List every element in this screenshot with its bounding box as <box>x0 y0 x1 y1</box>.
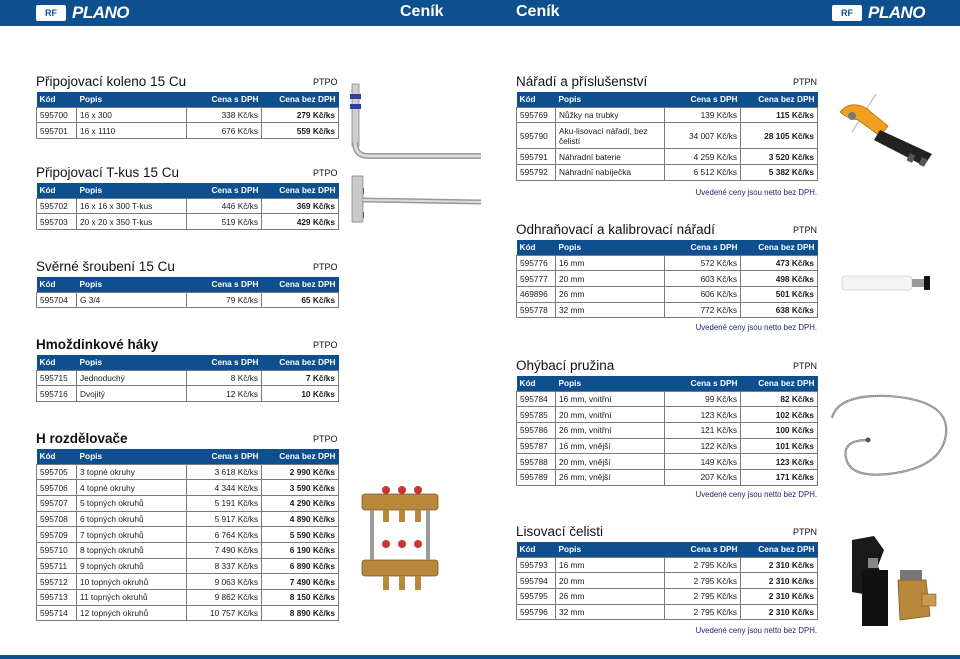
section-title: Nářadí a příslušenství <box>516 74 648 89</box>
section-pripojovaci-koleno <box>36 74 338 139</box>
section-code: PTPO <box>313 262 338 272</box>
cell-code: 595700 <box>37 107 77 123</box>
section-h-rozdelovace <box>36 431 338 621</box>
section-ohybaci-pruzina <box>516 358 817 486</box>
cell-code: 595702 <box>37 198 77 214</box>
cell-price-vat: 5 191 Kč/ks <box>187 495 262 511</box>
section-title: Svěrné šroubení 15 Cu <box>36 259 175 274</box>
section-code: PTPO <box>313 168 338 178</box>
cell-price-novat: 10 Kč/ks <box>262 386 339 402</box>
section-lisovaci-celisti <box>516 524 817 620</box>
table-row <box>517 255 818 271</box>
cell-code: 595784 <box>517 391 556 407</box>
cell-code: 595703 <box>37 214 77 230</box>
price-note: Uvedené ceny jsou netto bez DPH. <box>695 323 817 332</box>
cell-price-vat: 6 512 Kč/ks <box>665 164 741 180</box>
cell-price-vat: 519 Kč/ks <box>187 214 262 230</box>
table-row <box>517 454 818 470</box>
section-code: PTPO <box>313 434 338 444</box>
cell-price-novat: 101 Kč/ks <box>741 438 818 454</box>
table-row <box>37 464 339 480</box>
table-row <box>37 511 339 527</box>
price-table <box>36 92 339 139</box>
cell-price-vat: 338 Kč/ks <box>187 107 262 123</box>
cell-desc: Aku-lisovací nářadí, bez čelistí <box>556 123 665 149</box>
cell-price-vat: 603 Kč/ks <box>665 271 741 287</box>
cell-price-vat: 5 917 Kč/ks <box>187 511 262 527</box>
press-jaw-image <box>844 530 944 635</box>
col-code: Kód <box>37 183 77 198</box>
cell-price-vat: 9 862 Kč/ks <box>187 590 262 606</box>
col-price-novat: Cena bez DPH <box>741 92 818 107</box>
col-price-novat: Cena bez DPH <box>741 240 818 255</box>
cell-price-vat: 572 Kč/ks <box>665 255 741 271</box>
cell-price-novat: 28 105 Kč/ks <box>741 123 818 149</box>
cell-price-novat: 115 Kč/ks <box>741 107 818 123</box>
cell-price-vat: 123 Kč/ks <box>665 407 741 423</box>
cell-desc: 16 mm <box>556 557 665 573</box>
col-price-novat: Cena bez DPH <box>262 92 339 107</box>
cell-price-vat: 34 007 Kč/ks <box>665 123 741 149</box>
cell-desc: 20 mm, vnější <box>556 454 665 470</box>
col-price-vat: Cena s DPH <box>187 92 262 107</box>
cell-desc: 7 topných okruhů <box>77 527 187 543</box>
section-title: Připojovací T-kus 15 Cu <box>36 165 180 180</box>
table-row <box>37 527 339 543</box>
cell-code: 595710 <box>37 542 77 558</box>
cell-code: 595711 <box>37 558 77 574</box>
table-row <box>37 590 339 606</box>
col-code: Kód <box>37 449 77 464</box>
cell-price-vat: 99 Kč/ks <box>665 391 741 407</box>
col-price-novat: Cena bez DPH <box>741 376 818 391</box>
table-row <box>517 271 818 287</box>
table-row <box>37 107 339 123</box>
col-desc: Popis <box>77 92 187 107</box>
brand-name: PLANO <box>868 2 925 22</box>
table-row <box>37 605 339 621</box>
col-desc: Popis <box>556 92 665 107</box>
cell-code: 595708 <box>37 511 77 527</box>
col-desc: Popis <box>77 183 187 198</box>
price-table <box>36 355 339 402</box>
col-price-vat: Cena s DPH <box>665 240 741 255</box>
cell-desc: 4 topné okruhy <box>77 480 187 496</box>
col-price-novat: Cena bez DPH <box>741 542 818 557</box>
cell-price-novat: 6 190 Kč/ks <box>262 542 339 558</box>
cell-price-vat: 7 490 Kč/ks <box>187 542 262 558</box>
cell-price-novat: 279 Kč/ks <box>262 107 339 123</box>
cell-price-vat: 12 Kč/ks <box>187 386 262 402</box>
col-price-novat: Cena bez DPH <box>262 277 339 292</box>
cell-code: 595790 <box>517 123 556 149</box>
table-row <box>37 214 339 230</box>
col-price-novat: Cena bez DPH <box>262 183 339 198</box>
section-naradi <box>516 74 817 181</box>
cell-code: 595715 <box>37 370 77 386</box>
col-price-vat: Cena s DPH <box>187 449 262 464</box>
price-table <box>516 240 818 318</box>
cell-price-vat: 10 757 Kč/ks <box>187 605 262 621</box>
section-title: Hmoždinkové háky <box>36 337 159 352</box>
table-row <box>37 574 339 590</box>
price-note: Uvedené ceny jsou netto bez DPH. <box>695 490 817 499</box>
cell-price-novat: 498 Kč/ks <box>741 271 818 287</box>
cell-price-vat: 772 Kč/ks <box>665 302 741 318</box>
cell-price-vat: 139 Kč/ks <box>665 107 741 123</box>
cell-price-vat: 9 063 Kč/ks <box>187 574 262 590</box>
table-row <box>517 107 818 123</box>
table-row <box>517 164 818 180</box>
section-code: PTPN <box>793 361 818 371</box>
table-row <box>517 407 818 423</box>
cell-price-novat: 5 382 Kč/ks <box>741 164 818 180</box>
price-table <box>36 449 339 621</box>
cell-desc: 20 mm <box>556 573 665 589</box>
table-row <box>37 542 339 558</box>
cell-price-novat: 8 890 Kč/ks <box>262 605 339 621</box>
cell-code: 595777 <box>517 271 556 287</box>
cell-code: 595785 <box>517 407 556 423</box>
cell-code: 595795 <box>517 588 556 604</box>
page-title-left: Ceník <box>400 3 444 20</box>
cell-desc: 16 x 16 x 300 T-kus <box>77 198 187 214</box>
cell-price-novat: 4 290 Kč/ks <box>262 495 339 511</box>
cell-price-novat: 100 Kč/ks <box>741 422 818 438</box>
cell-code: 595712 <box>37 574 77 590</box>
col-code: Kód <box>37 277 77 292</box>
section-title: Lisovací čelisti <box>516 524 604 539</box>
cell-code: 595705 <box>37 464 77 480</box>
cell-price-novat: 8 150 Kč/ks <box>262 590 339 606</box>
cell-desc: 16 mm, vnější <box>556 438 665 454</box>
cell-price-vat: 2 795 Kč/ks <box>665 604 741 620</box>
cell-price-vat: 606 Kč/ks <box>665 286 741 302</box>
brand-name: PLANO <box>72 2 129 22</box>
price-note: Uvedené ceny jsou netto bez DPH. <box>695 626 817 635</box>
price-table <box>516 376 818 486</box>
table-row <box>517 573 818 589</box>
cell-desc: Náhradní baterie <box>556 149 665 165</box>
cell-price-novat: 429 Kč/ks <box>262 214 339 230</box>
table-row <box>37 370 339 386</box>
brand-logo-left <box>36 3 129 22</box>
manifold-image <box>352 482 452 612</box>
cell-desc: 16 x 300 <box>77 107 187 123</box>
price-table <box>516 542 818 620</box>
cell-desc: Dvojitý <box>77 386 187 402</box>
brand-logo-right <box>832 3 925 22</box>
pipe-elbow-image <box>346 80 486 240</box>
table-row <box>517 286 818 302</box>
cell-price-novat: 638 Kč/ks <box>741 302 818 318</box>
section-code: PTPO <box>313 340 338 350</box>
cell-price-vat: 6 764 Kč/ks <box>187 527 262 543</box>
pipe-cutter-image <box>832 94 942 174</box>
cell-price-novat: 2 310 Kč/ks <box>741 588 818 604</box>
cell-price-novat: 171 Kč/ks <box>741 469 818 485</box>
col-price-vat: Cena s DPH <box>187 277 262 292</box>
cell-desc: 20 mm, vnitřní <box>556 407 665 423</box>
cell-price-novat: 123 Kč/ks <box>741 454 818 470</box>
cell-desc: 20 mm <box>556 271 665 287</box>
cell-code: 595707 <box>37 495 77 511</box>
bending-spring-image <box>828 388 954 488</box>
cell-code: 595792 <box>517 164 556 180</box>
cell-price-vat: 121 Kč/ks <box>665 422 741 438</box>
section-pripojovaci-tkus <box>36 165 338 230</box>
col-price-vat: Cena s DPH <box>665 376 741 391</box>
cell-desc: Nůžky na trubky <box>556 107 665 123</box>
col-desc: Popis <box>556 240 665 255</box>
cell-desc: 26 mm <box>556 588 665 604</box>
cell-code: 595796 <box>517 604 556 620</box>
cell-price-vat: 149 Kč/ks <box>665 454 741 470</box>
page-footer-bar <box>0 655 960 659</box>
col-price-vat: Cena s DPH <box>665 542 741 557</box>
col-code: Kód <box>517 92 556 107</box>
cell-desc: 6 topných okruhů <box>77 511 187 527</box>
price-table <box>36 277 339 308</box>
table-row <box>517 302 818 318</box>
cell-price-novat: 2 310 Kč/ks <box>741 557 818 573</box>
col-price-vat: Cena s DPH <box>187 183 262 198</box>
cell-price-vat: 446 Kč/ks <box>187 198 262 214</box>
section-title: Odhraňovací a kalibrovací nářadí <box>516 222 715 237</box>
cell-code: 595714 <box>37 605 77 621</box>
table-row <box>37 386 339 402</box>
table-row <box>517 123 818 149</box>
cell-price-novat: 5 590 Kč/ks <box>262 527 339 543</box>
section-hmozdinkove-haky <box>36 337 338 402</box>
cell-price-vat: 676 Kč/ks <box>187 123 262 139</box>
cell-price-vat: 207 Kč/ks <box>665 469 741 485</box>
cell-price-novat: 2 310 Kč/ks <box>741 604 818 620</box>
col-code: Kód <box>37 355 77 370</box>
section-sverne-srouben <box>36 259 338 308</box>
price-table <box>516 92 818 181</box>
cell-price-vat: 2 795 Kč/ks <box>665 573 741 589</box>
cell-price-vat: 4 344 Kč/ks <box>187 480 262 496</box>
col-price-vat: Cena s DPH <box>665 92 741 107</box>
cell-code: 595701 <box>37 123 77 139</box>
cell-price-vat: 79 Kč/ks <box>187 292 262 308</box>
cell-code: 595769 <box>517 107 556 123</box>
brand-mark: RF <box>36 5 66 21</box>
cell-price-novat: 2 310 Kč/ks <box>741 573 818 589</box>
cell-code: 595788 <box>517 454 556 470</box>
cell-price-novat: 559 Kč/ks <box>262 123 339 139</box>
col-desc: Popis <box>77 449 187 464</box>
cell-desc: Náhradní nabíječka <box>556 164 665 180</box>
table-row <box>37 558 339 574</box>
cell-price-novat: 3 590 Kč/ks <box>262 480 339 496</box>
cell-price-novat: 3 520 Kč/ks <box>741 149 818 165</box>
cell-desc: 26 mm, vnitřní <box>556 422 665 438</box>
cell-code: 595778 <box>517 302 556 318</box>
table-row <box>37 495 339 511</box>
cell-desc: 3 topné okruhy <box>77 464 187 480</box>
cell-code: 595716 <box>37 386 77 402</box>
cell-desc: Jednoduchý <box>77 370 187 386</box>
cell-price-novat: 2 990 Kč/ks <box>262 464 339 480</box>
table-row <box>517 469 818 485</box>
cell-desc: 10 topných okruhů <box>77 574 187 590</box>
table-row <box>37 123 339 139</box>
price-note: Uvedené ceny jsou netto bez DPH. <box>695 188 817 197</box>
cell-code: 469896 <box>517 286 556 302</box>
col-code: Kód <box>517 376 556 391</box>
table-row <box>517 438 818 454</box>
col-code: Kód <box>517 542 556 557</box>
cell-desc: G 3/4 <box>77 292 187 308</box>
col-code: Kód <box>517 240 556 255</box>
table-row <box>517 391 818 407</box>
cell-code: 595776 <box>517 255 556 271</box>
cell-price-vat: 3 618 Kč/ks <box>187 464 262 480</box>
section-code: PTPN <box>793 527 818 537</box>
cell-code: 595794 <box>517 573 556 589</box>
cell-desc: 26 mm, vnější <box>556 469 665 485</box>
cell-code: 595786 <box>517 422 556 438</box>
cell-desc: 32 mm <box>556 604 665 620</box>
cell-price-novat: 7 490 Kč/ks <box>262 574 339 590</box>
cell-desc: 5 topných okruhů <box>77 495 187 511</box>
cell-desc: 11 topných okruhů <box>77 590 187 606</box>
col-price-novat: Cena bez DPH <box>262 449 339 464</box>
section-title: Připojovací koleno 15 Cu <box>36 74 187 89</box>
col-code: Kód <box>37 92 77 107</box>
cell-code: 595793 <box>517 557 556 573</box>
col-desc: Popis <box>556 376 665 391</box>
col-price-novat: Cena bez DPH <box>262 355 339 370</box>
cell-price-novat: 6 890 Kč/ks <box>262 558 339 574</box>
cell-desc: 20 x 20 x 350 T-kus <box>77 214 187 230</box>
cell-desc: 16 x 1110 <box>77 123 187 139</box>
cell-price-vat: 8 Kč/ks <box>187 370 262 386</box>
cell-price-vat: 2 795 Kč/ks <box>665 557 741 573</box>
cell-code: 595791 <box>517 149 556 165</box>
price-table <box>36 183 339 230</box>
cell-code: 595709 <box>37 527 77 543</box>
section-title: H rozdělovače <box>36 431 128 446</box>
section-code: PTPO <box>313 77 338 87</box>
cell-desc: 26 mm <box>556 286 665 302</box>
cell-price-novat: 102 Kč/ks <box>741 407 818 423</box>
table-row <box>517 588 818 604</box>
cell-price-novat: 501 Kč/ks <box>741 286 818 302</box>
table-row <box>517 422 818 438</box>
cell-price-vat: 8 337 Kč/ks <box>187 558 262 574</box>
cell-desc: 9 topných okruhů <box>77 558 187 574</box>
section-code: PTPN <box>793 225 818 235</box>
table-row <box>37 480 339 496</box>
cell-desc: 8 topných okruhů <box>77 542 187 558</box>
col-desc: Popis <box>556 542 665 557</box>
section-code: PTPN <box>793 77 818 87</box>
section-odhranovaci <box>516 222 817 318</box>
table-row <box>37 292 339 308</box>
cell-price-novat: 82 Kč/ks <box>741 391 818 407</box>
section-title: Ohýbací pružina <box>516 358 615 373</box>
cell-code: 595789 <box>517 469 556 485</box>
page-header <box>0 0 960 26</box>
cell-price-novat: 4 890 Kč/ks <box>262 511 339 527</box>
deburring-tool-image <box>838 268 938 298</box>
cell-code: 595787 <box>517 438 556 454</box>
cell-price-vat: 122 Kč/ks <box>665 438 741 454</box>
cell-price-novat: 65 Kč/ks <box>262 292 339 308</box>
col-desc: Popis <box>77 277 187 292</box>
brand-mark: RF <box>832 5 862 21</box>
table-row <box>37 198 339 214</box>
cell-desc: 16 mm <box>556 255 665 271</box>
col-price-vat: Cena s DPH <box>187 355 262 370</box>
cell-code: 595713 <box>37 590 77 606</box>
table-row <box>517 149 818 165</box>
cell-price-vat: 2 795 Kč/ks <box>665 588 741 604</box>
cell-code: 595706 <box>37 480 77 496</box>
page-title-right: Ceník <box>516 3 560 20</box>
cell-code: 595704 <box>37 292 77 308</box>
cell-desc: 12 topných okruhů <box>77 605 187 621</box>
cell-desc: 32 mm <box>556 302 665 318</box>
cell-price-novat: 473 Kč/ks <box>741 255 818 271</box>
cell-price-novat: 7 Kč/ks <box>262 370 339 386</box>
cell-price-novat: 369 Kč/ks <box>262 198 339 214</box>
cell-price-vat: 4 259 Kč/ks <box>665 149 741 165</box>
table-row <box>517 557 818 573</box>
col-desc: Popis <box>77 355 187 370</box>
cell-desc: 16 mm, vnitřní <box>556 391 665 407</box>
table-row <box>517 604 818 620</box>
